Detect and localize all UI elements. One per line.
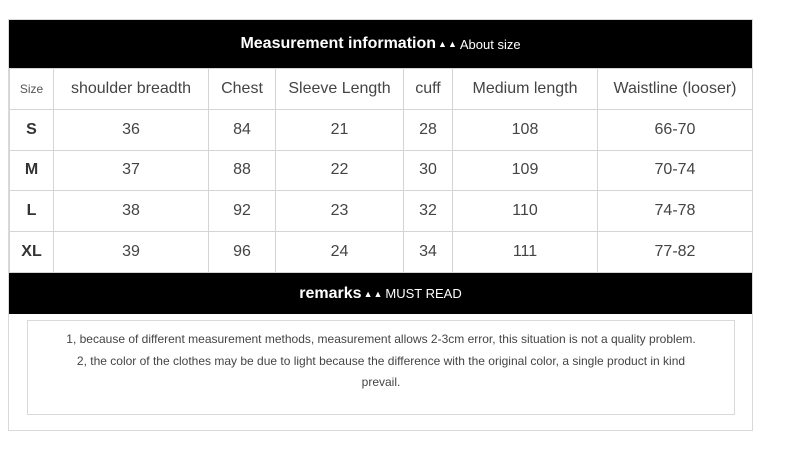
table-cell: 32 xyxy=(404,191,453,232)
remarks-notes-box xyxy=(27,320,735,415)
column-header-sleeve: Sleeve Length xyxy=(276,69,404,110)
column-header-waistline: Waistline (looser) xyxy=(598,69,753,110)
size-label: S xyxy=(10,109,54,150)
table-cell: 37 xyxy=(54,150,209,191)
table-cell: 92 xyxy=(209,191,276,232)
table-cell: 22 xyxy=(276,150,404,191)
table-cell: 96 xyxy=(209,232,276,273)
measurement-subtitle: About size xyxy=(459,36,521,52)
table-cell: 77-82 xyxy=(598,232,753,273)
table-cell: 84 xyxy=(209,109,276,150)
table-cell: 21 xyxy=(276,109,404,150)
size-table xyxy=(9,68,753,273)
column-header-shoulder: shoulder breadth xyxy=(54,69,209,110)
remark-note-1: 1, because of different measurement methods, measurement allows 2-3cm error, this situation is not a quality problem. xyxy=(66,332,696,346)
column-header-size: Size xyxy=(10,69,54,110)
size-label: M xyxy=(10,150,54,191)
size-label: XL xyxy=(10,232,54,273)
table-row xyxy=(10,109,753,150)
table-row xyxy=(10,232,753,273)
table-cell: 24 xyxy=(276,232,404,273)
column-header-length: Medium length xyxy=(453,69,598,110)
table-cell: 110 xyxy=(453,191,598,232)
remark-note-2: 2, the color of the clothes may be due to light because the difference with the original color, a single product in kind prevail. xyxy=(76,353,686,389)
table-row xyxy=(10,150,753,191)
table-cell: 70-74 xyxy=(598,150,753,191)
measurement-title: Measurement information xyxy=(240,35,437,52)
triangle-arrows-icon: ▲▲ xyxy=(363,288,384,299)
remarks-title: remarks xyxy=(299,284,362,302)
table-cell: 36 xyxy=(54,109,209,150)
triangle-arrows-icon: ▲▲ xyxy=(438,39,458,49)
table-header-row xyxy=(10,69,753,110)
table-cell: 111 xyxy=(453,232,598,273)
table-cell: 34 xyxy=(404,232,453,273)
table-cell: 30 xyxy=(404,150,453,191)
column-header-cuff: cuff xyxy=(404,69,453,110)
size-label: L xyxy=(10,191,54,232)
table-cell: 74-78 xyxy=(598,191,753,232)
measurement-header xyxy=(9,20,752,68)
table-row xyxy=(10,191,753,232)
table-cell: 66-70 xyxy=(598,109,753,150)
table-cell: 108 xyxy=(453,109,598,150)
table-cell: 88 xyxy=(209,150,276,191)
table-cell: 38 xyxy=(54,191,209,232)
remarks-subtitle: MUST READ xyxy=(385,286,462,301)
table-cell: 23 xyxy=(276,191,404,232)
remarks-header xyxy=(9,273,752,314)
column-header-chest: Chest xyxy=(209,69,276,110)
table-cell: 109 xyxy=(453,150,598,191)
table-cell: 28 xyxy=(404,109,453,150)
table-cell: 39 xyxy=(54,232,209,273)
